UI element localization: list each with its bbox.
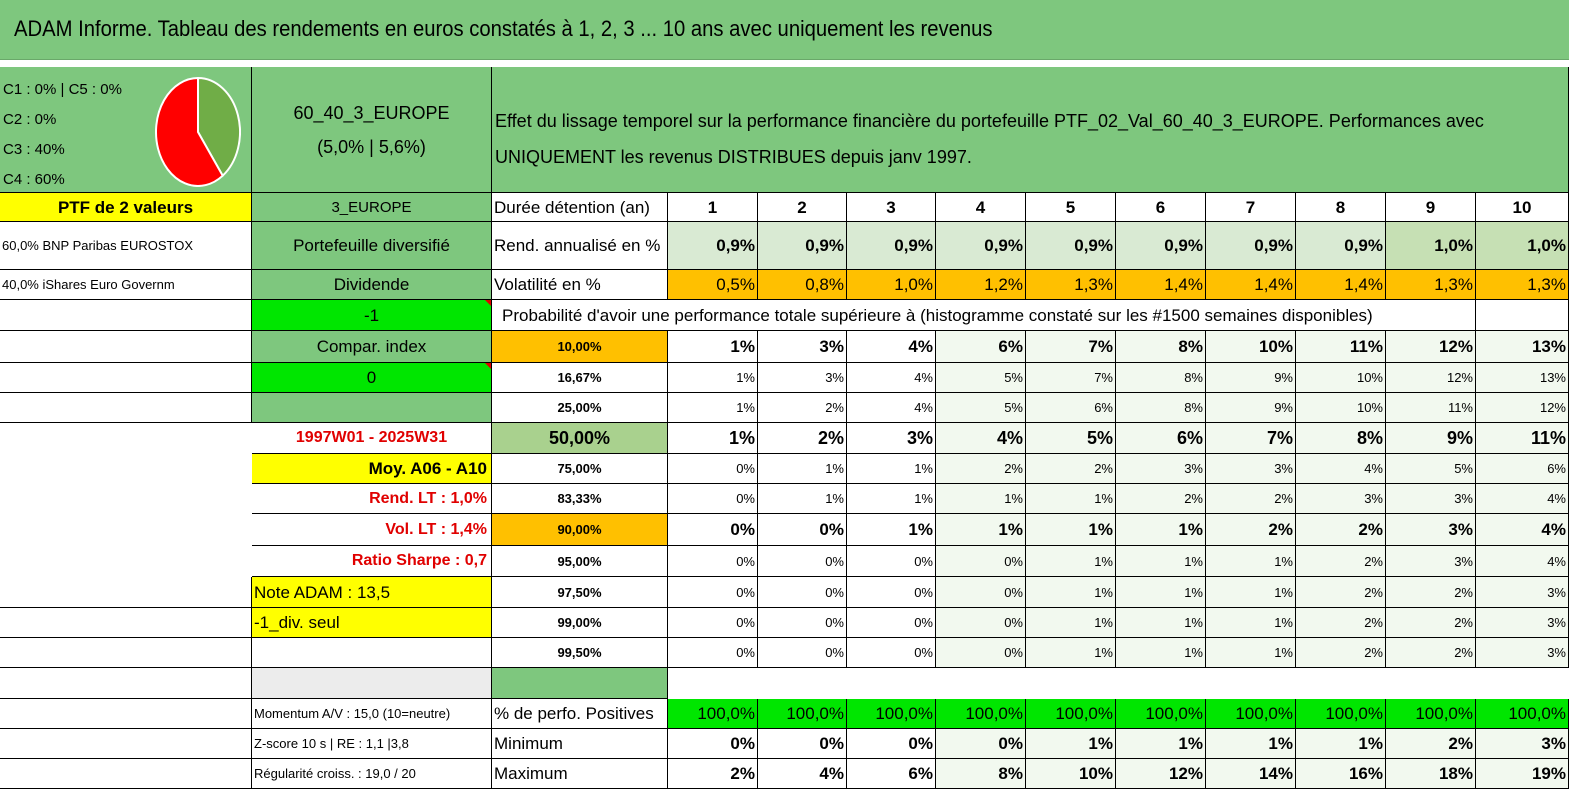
- probability-value: 0%: [758, 638, 847, 668]
- empty-cell: [252, 546, 492, 577]
- threshold-value: 10,00%: [492, 331, 668, 363]
- year-header: 10: [1476, 193, 1569, 222]
- year-header: 2: [758, 193, 847, 222]
- holding-1: 60,0% BNP Paribas EUROSTOX: [0, 222, 252, 270]
- probability-value: 1%: [1026, 577, 1116, 608]
- probability-value: 1%: [1026, 546, 1116, 577]
- probability-value: 2%: [1386, 638, 1476, 668]
- min-value: 1%: [1296, 729, 1386, 759]
- probability-value: 6%: [1116, 423, 1206, 454]
- rend-value: 0,9%: [668, 222, 758, 270]
- probability-value: 0%: [936, 577, 1026, 608]
- probability-value: 10%: [1296, 363, 1386, 393]
- probability-value: 2%: [1026, 454, 1116, 484]
- probability-value: 11%: [1476, 423, 1569, 454]
- positive-value: 100,0%: [1026, 699, 1116, 729]
- dividend-label: Dividende: [252, 270, 492, 300]
- note-adam: Note ADAM : 13,5: [252, 577, 492, 608]
- empty-cell: [0, 638, 252, 668]
- rend-value: 0,9%: [1026, 222, 1116, 270]
- probability-value: 11%: [1386, 393, 1476, 423]
- min-value: 2%: [1386, 729, 1476, 759]
- empty-cell: [0, 729, 252, 759]
- threshold-value: 99,00%: [492, 608, 668, 638]
- positive-value: 100,0%: [758, 699, 847, 729]
- allocation-line: C3 : 40%: [3, 141, 65, 158]
- probability-value: 1%: [1206, 638, 1296, 668]
- report-title: ADAM Informe. Tableau des rendements en euros constatés à 1, 2, 3 ... 10 ans avec uniquement les revenus: [14, 16, 993, 41]
- probability-value: 2%: [758, 393, 847, 423]
- min-value: 0%: [758, 729, 847, 759]
- empty-cell: [0, 608, 252, 638]
- vol-value: 1,4%: [1296, 270, 1386, 300]
- probability-value: 5%: [1386, 454, 1476, 484]
- empty-cell: [0, 759, 252, 789]
- positive-value: 100,0%: [1296, 699, 1386, 729]
- probability-value: 2%: [1206, 484, 1296, 514]
- rend-value: 1,0%: [1476, 222, 1569, 270]
- portfolio-perf: (5,0% | 5,6%): [317, 136, 426, 157]
- vol-value: 0,5%: [668, 270, 758, 300]
- probability-value: 1%: [1116, 608, 1206, 638]
- probability-value: 1%: [668, 331, 758, 363]
- vol-value: 1,3%: [1476, 270, 1569, 300]
- empty-cell: [252, 454, 492, 484]
- rend-value: 0,9%: [1116, 222, 1206, 270]
- probability-value: 1%: [847, 484, 936, 514]
- portfolio-code: 60_40_3_EUROPE: [293, 102, 450, 123]
- rend-value: 0,9%: [758, 222, 847, 270]
- threshold-value: 75,00%: [492, 454, 668, 484]
- probability-value: 1%: [668, 393, 758, 423]
- description-cell: [492, 67, 1569, 193]
- allocation-pie-chart: [155, 77, 241, 187]
- positive-value: 100,0%: [847, 699, 936, 729]
- report-title-bar: [0, 0, 1569, 60]
- moy-label: Moy. A06 - A10: [252, 454, 492, 484]
- rend-value: 1,0%: [1386, 222, 1476, 270]
- year-header: 6: [1116, 193, 1206, 222]
- probability-value: 4%: [1296, 454, 1386, 484]
- probability-value: 12%: [1386, 363, 1476, 393]
- year-header: 3: [847, 193, 936, 222]
- probability-value: 0%: [936, 608, 1026, 638]
- vol-value: 1,3%: [1386, 270, 1476, 300]
- report-sheet: [0, 67, 1569, 782]
- probability-value: 13%: [1476, 331, 1569, 363]
- row-label: Rend. annualisé en %: [492, 222, 668, 270]
- row-label: Volatilité en %: [492, 270, 668, 300]
- ptf-count-label: PTF de 2 valeurs: [0, 193, 252, 222]
- vol-value: 1,3%: [1026, 270, 1116, 300]
- probability-value: 8%: [1116, 393, 1206, 423]
- probability-value: 4%: [847, 331, 936, 363]
- probability-value: 0%: [847, 608, 936, 638]
- probability-value: 3%: [1476, 608, 1569, 638]
- empty-cell: [252, 514, 492, 546]
- allocation-line: C4 : 60%: [3, 171, 65, 188]
- probability-value: 7%: [1026, 331, 1116, 363]
- probability-value: 0%: [668, 608, 758, 638]
- probability-value: 3%: [758, 363, 847, 393]
- year-header: 5: [1026, 193, 1116, 222]
- row-label: Minimum: [492, 729, 668, 759]
- rend-value: 0,9%: [1206, 222, 1296, 270]
- probability-value: 1%: [668, 363, 758, 393]
- probability-value: 9%: [1206, 393, 1296, 423]
- div-only-label: -1_div. seul: [252, 608, 492, 638]
- probability-value: 0%: [936, 638, 1026, 668]
- probability-value: 3%: [1116, 454, 1206, 484]
- probability-value: 10%: [1296, 393, 1386, 423]
- probability-value: 1%: [1206, 608, 1296, 638]
- empty-cell: [0, 668, 252, 699]
- probability-value: 0%: [668, 546, 758, 577]
- min-value: 1%: [1026, 729, 1116, 759]
- probability-value: 1%: [1026, 514, 1116, 546]
- probability-value: 8%: [1116, 331, 1206, 363]
- probability-value: 1%: [758, 484, 847, 514]
- allocation-cell: [0, 67, 252, 193]
- empty-cell: [252, 484, 492, 514]
- positive-value: 100,0%: [936, 699, 1026, 729]
- probability-value: 3%: [1386, 514, 1476, 546]
- probability-header: Probabilité d'avoir une performance totale supérieure à (histogramme constaté sur les #1500 semaines disponibles): [492, 300, 1476, 331]
- empty-cell: [1476, 300, 1569, 331]
- empty-cell: [0, 363, 252, 393]
- description-line: UNIQUEMENT les revenus DISTRIBUES depuis janv 1997.: [495, 147, 972, 167]
- max-value: 2%: [668, 759, 758, 789]
- empty-cell: [0, 331, 252, 363]
- probability-value: 4%: [847, 363, 936, 393]
- max-value: 12%: [1116, 759, 1206, 789]
- threshold-value: 16,67%: [492, 363, 668, 393]
- year-header: 9: [1386, 193, 1476, 222]
- probability-value: 0%: [847, 577, 936, 608]
- allocation-line: C2 : 0%: [3, 111, 57, 128]
- threshold-value: 97,50%: [492, 577, 668, 608]
- empty-cell: [252, 638, 492, 668]
- probability-value: 3%: [1296, 484, 1386, 514]
- region-label: 3_EUROPE: [252, 193, 492, 222]
- threshold-value: 83,33%: [492, 484, 668, 514]
- max-value: 18%: [1386, 759, 1476, 789]
- threshold-value: 25,00%: [492, 393, 668, 423]
- rend-lt: Rend. LT : 1,0%: [252, 484, 492, 514]
- min-value: 1%: [1116, 729, 1206, 759]
- probability-value: 1%: [1206, 577, 1296, 608]
- probability-value: 0%: [668, 454, 758, 484]
- empty-cell: [0, 393, 252, 423]
- probability-value: 1%: [847, 514, 936, 546]
- probability-value: 2%: [936, 454, 1026, 484]
- probability-value: 6%: [1026, 393, 1116, 423]
- probability-value: 4%: [1476, 484, 1569, 514]
- rend-value: 0,9%: [847, 222, 936, 270]
- min-value: 0%: [847, 729, 936, 759]
- rend-value: 0,9%: [1296, 222, 1386, 270]
- year-header: 7: [1206, 193, 1296, 222]
- zscore-label: Z-score 10 s | RE : 1,1 |3,8: [252, 729, 492, 759]
- vol-value: 1,0%: [847, 270, 936, 300]
- probability-value: 1%: [1116, 577, 1206, 608]
- empty-cell: [252, 423, 492, 454]
- vol-value: 0,8%: [758, 270, 847, 300]
- probability-value: 10%: [1206, 331, 1296, 363]
- probability-value: 4%: [1476, 514, 1569, 546]
- row-label: Maximum: [492, 759, 668, 789]
- probability-value: 0%: [936, 546, 1026, 577]
- compar-index-label: Compar. index: [252, 331, 492, 363]
- empty-cell: [0, 577, 252, 608]
- probability-value: 9%: [1386, 423, 1476, 454]
- probability-value: 1%: [1026, 608, 1116, 638]
- empty-green-cell: [252, 393, 492, 423]
- description-line: Effet du lissage temporel sur la performance financière du portefeuille PTF_02_Val_60_40_3_EUROPE. Performances avec: [495, 111, 1484, 131]
- year-header: 1: [668, 193, 758, 222]
- probability-value: 3%: [1386, 546, 1476, 577]
- probability-value: 2%: [1296, 638, 1386, 668]
- probability-value: 1%: [1026, 484, 1116, 514]
- positive-value: 100,0%: [1476, 699, 1569, 729]
- probability-value: 2%: [1296, 577, 1386, 608]
- minus-one-input[interactable]: -1: [252, 300, 492, 331]
- rend-value: 0,9%: [936, 222, 1026, 270]
- vol-value: 1,2%: [936, 270, 1026, 300]
- zero-input[interactable]: 0: [252, 363, 492, 393]
- max-value: 6%: [847, 759, 936, 789]
- probability-value: 0%: [847, 638, 936, 668]
- probability-value: 2%: [758, 423, 847, 454]
- probability-value: 3%: [1386, 484, 1476, 514]
- probability-value: 0%: [847, 546, 936, 577]
- min-value: 1%: [1206, 729, 1296, 759]
- probability-value: 12%: [1386, 331, 1476, 363]
- probability-value: 4%: [847, 393, 936, 423]
- empty-cell: [0, 699, 252, 729]
- probability-value: 2%: [1296, 546, 1386, 577]
- max-value: 14%: [1206, 759, 1296, 789]
- probability-value: 9%: [1206, 363, 1296, 393]
- probability-value: 5%: [1026, 423, 1116, 454]
- probability-value: 8%: [1116, 363, 1206, 393]
- probability-value: 0%: [758, 514, 847, 546]
- probability-value: 6%: [936, 331, 1026, 363]
- probability-value: 2%: [1386, 577, 1476, 608]
- probability-value: 1%: [668, 423, 758, 454]
- probability-value: 1%: [1206, 546, 1296, 577]
- threshold-value: 90,00%: [492, 514, 668, 546]
- probability-value: 3%: [1476, 638, 1569, 668]
- positive-value: 100,0%: [668, 699, 758, 729]
- probability-value: 7%: [1206, 423, 1296, 454]
- allocation-line: C1 : 0% | C5 : 0%: [3, 81, 122, 98]
- probability-value: 3%: [758, 331, 847, 363]
- probability-value: 3%: [847, 423, 936, 454]
- probability-value: 1%: [847, 454, 936, 484]
- row-label: % de perfo. Positives: [492, 699, 668, 729]
- empty-cell: [0, 300, 252, 331]
- max-value: 19%: [1476, 759, 1569, 789]
- probability-value: 2%: [1116, 484, 1206, 514]
- threshold-value: 95,00%: [492, 546, 668, 577]
- probability-value: 0%: [758, 577, 847, 608]
- year-header: 4: [936, 193, 1026, 222]
- max-value: 4%: [758, 759, 847, 789]
- positive-value: 100,0%: [1206, 699, 1296, 729]
- probability-value: 2%: [1206, 514, 1296, 546]
- probability-value: 0%: [668, 577, 758, 608]
- probability-value: 6%: [1476, 454, 1569, 484]
- probability-value: 0%: [668, 514, 758, 546]
- min-value: 0%: [668, 729, 758, 759]
- probability-value: 2%: [1296, 608, 1386, 638]
- vol-value: 1,4%: [1206, 270, 1296, 300]
- holding-2: 40,0% iShares Euro Governm: [0, 270, 252, 300]
- probability-value: 7%: [1026, 363, 1116, 393]
- year-header: 8: [1296, 193, 1386, 222]
- probability-value: 5%: [936, 393, 1026, 423]
- empty-mid-cell: [492, 668, 668, 699]
- vol-lt: Vol. LT : 1,4%: [252, 514, 492, 546]
- probability-value: 2%: [1296, 514, 1386, 546]
- sharpe-ratio: Ratio Sharpe : 0,7: [252, 546, 492, 577]
- probability-value: 8%: [1296, 423, 1386, 454]
- probability-value: 13%: [1476, 363, 1569, 393]
- max-value: 16%: [1296, 759, 1386, 789]
- max-value: 10%: [1026, 759, 1116, 789]
- probability-value: 11%: [1296, 331, 1386, 363]
- diversified-label: Portefeuille diversifié: [252, 222, 492, 270]
- probability-value: 0%: [758, 546, 847, 577]
- threshold-value: 99,50%: [492, 638, 668, 668]
- min-value: 0%: [936, 729, 1026, 759]
- probability-value: 12%: [1476, 393, 1569, 423]
- probability-value: 1%: [1026, 638, 1116, 668]
- probability-value: 4%: [936, 423, 1026, 454]
- vol-value: 1,4%: [1116, 270, 1206, 300]
- probability-value: 1%: [936, 514, 1026, 546]
- regularite-label: Régularité croiss. : 19,0 / 20: [252, 759, 492, 789]
- probability-value: 0%: [758, 608, 847, 638]
- probability-value: 3%: [1476, 577, 1569, 608]
- probability-value: 4%: [1476, 546, 1569, 577]
- positive-value: 100,0%: [1386, 699, 1476, 729]
- probability-value: 1%: [1116, 514, 1206, 546]
- probability-value: 0%: [668, 638, 758, 668]
- momentum-label: Momentum A/V : 15,0 (10=neutre): [252, 699, 492, 729]
- row-label: Durée détention (an): [492, 193, 668, 222]
- portfolio-code-cell: [252, 67, 492, 193]
- probability-value: 1%: [936, 484, 1026, 514]
- period-range: 1997W01 - 2025W31: [252, 423, 492, 454]
- probability-value: 1%: [758, 454, 847, 484]
- probability-value: 3%: [1206, 454, 1296, 484]
- probability-value: 2%: [1386, 608, 1476, 638]
- threshold-value: 50,00%: [492, 423, 668, 454]
- max-value: 8%: [936, 759, 1026, 789]
- probability-value: 5%: [936, 363, 1026, 393]
- probability-value: 0%: [668, 484, 758, 514]
- empty-gray-cell: [252, 668, 492, 699]
- probability-value: 1%: [1116, 546, 1206, 577]
- positive-value: 100,0%: [1116, 699, 1206, 729]
- probability-value: 1%: [1116, 638, 1206, 668]
- min-value: 3%: [1476, 729, 1569, 759]
